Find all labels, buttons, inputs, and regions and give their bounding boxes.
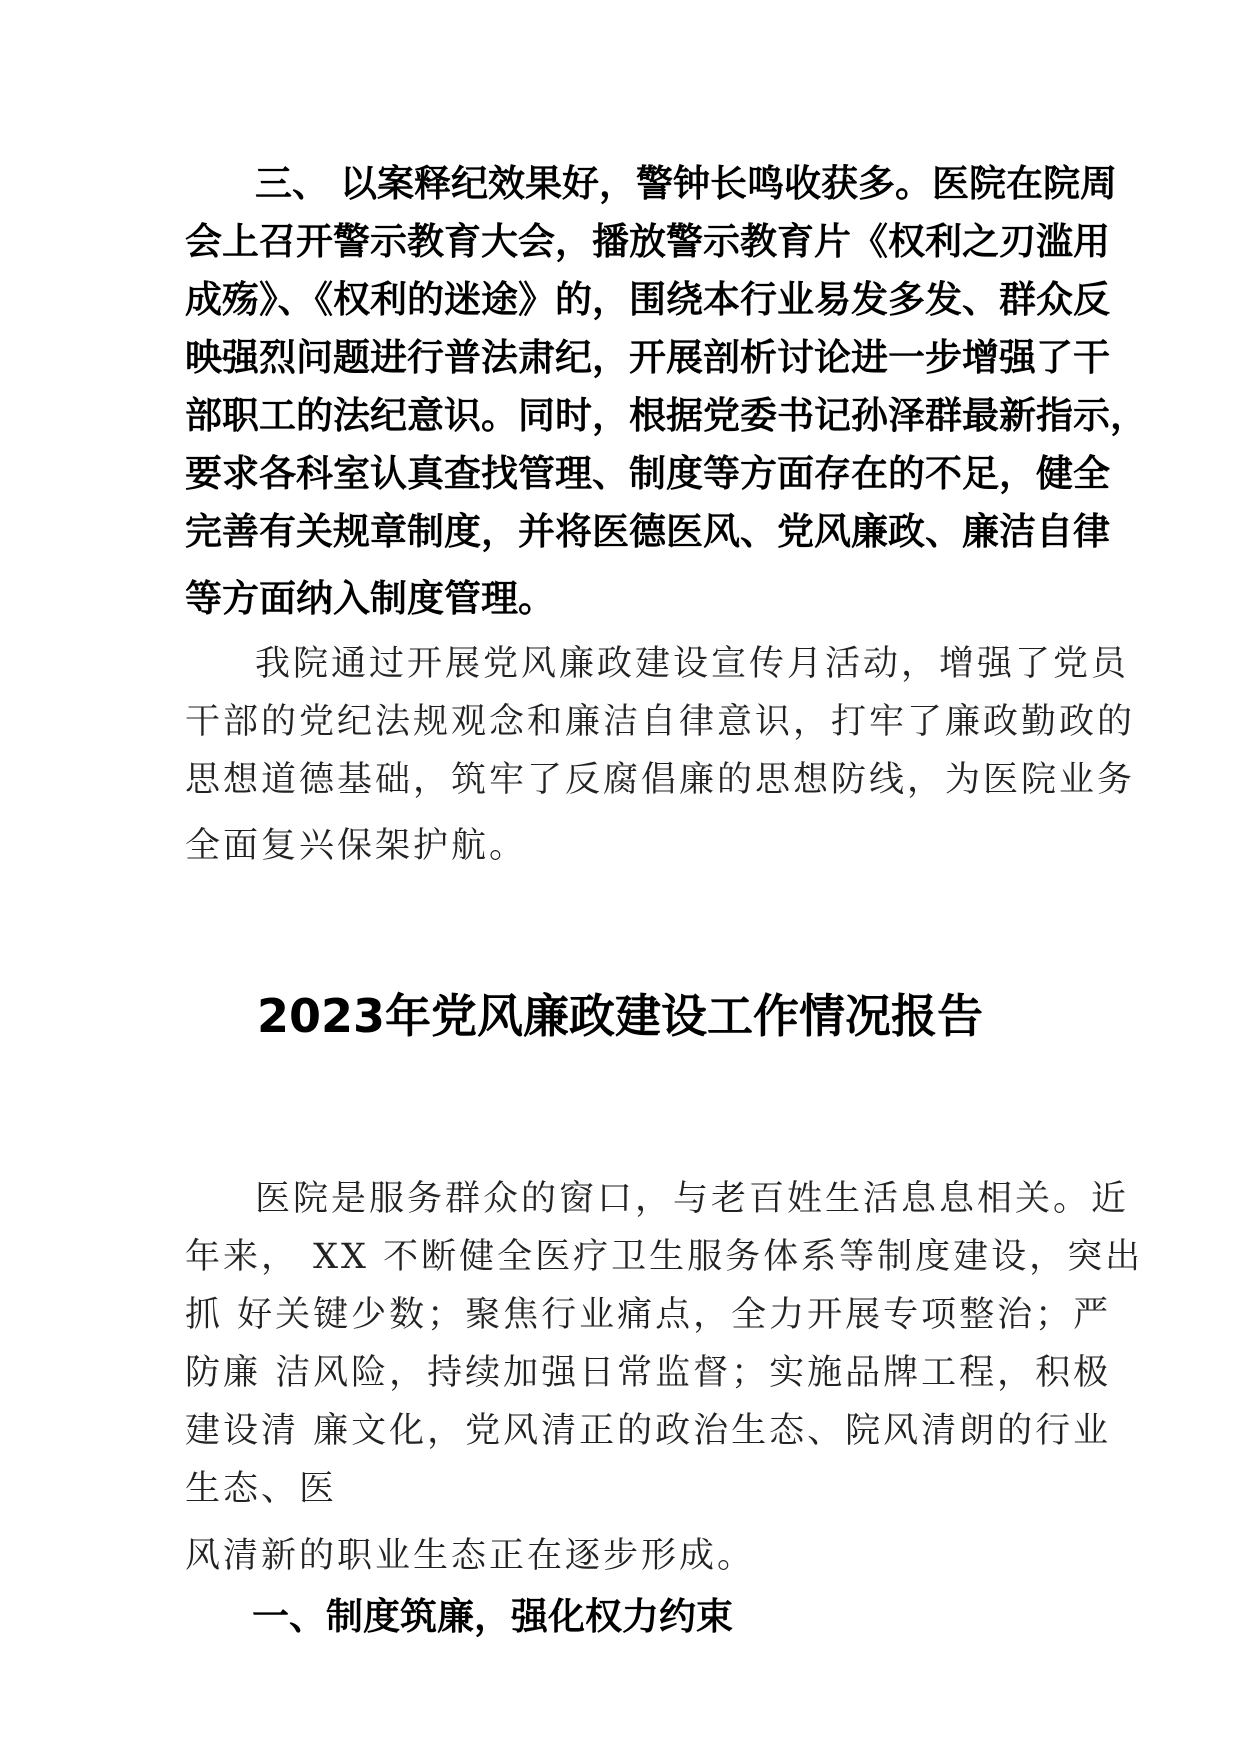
section-three-line-4: 映强烈问题进行普法肃纪，开展剖析讨论进一步增强了干 <box>185 336 1110 379</box>
section-three-line-3: 成殇》、《权利的迷途》的，围绕本行业易发多发、群众反 <box>185 278 1110 321</box>
report-intro-line-1: 医院是服务群众的窗口，与老百姓生活息息相关。近 <box>255 1179 1130 1219</box>
section-three-line-2: 会上召开警示教育大会，播放警示教育片《权利之刃滥用 <box>185 220 1110 263</box>
report-intro-line-2: 年来， XX 不断健全医疗卫生服务体系等制度建设，突出 <box>185 1237 1144 1277</box>
report-intro-line-4: 防廉 洁风险，持续加强日常监督；实施品牌工程，积极 <box>185 1353 1112 1393</box>
report-intro-line-6: 生态、医 <box>185 1469 338 1509</box>
report-intro-line-5: 建设清 廉文化，党风清正的政治生态、院风清朗的行业 <box>185 1411 1112 1451</box>
section-one-heading: 一、制度筑廉，强化权力约束 <box>252 1595 733 1638</box>
report-intro-line-3: 抓 好关键少数；聚焦行业痛点，全力开展专项整治；严 <box>185 1295 1112 1335</box>
section-three-line-1: 以案释纪效果好，警钟长鸣收获多。医院在院周 <box>340 162 1117 205</box>
report-title: 2023年党风廉政建设工作情况报告 <box>256 989 984 1043</box>
section-three-line-5: 部职工的法纪意识。同时，根据党委书记孙泽群最新指示， <box>185 394 1147 437</box>
section-three-line-7: 完善有关规章制度，并将医德医风、党风廉政、廉洁自律 <box>185 510 1110 553</box>
summary-line-3: 思想道德基础，筑牢了反腐倡廉的思想防线，为医院业务 <box>185 760 1136 800</box>
summary-line-1: 我院通过开展党风廉政建设宣传月活动，增强了党员 <box>255 644 1130 684</box>
summary-line-2: 干部的党纪法规观念和廉洁自律意识，打牢了廉政勤政的 <box>185 702 1136 742</box>
section-three-number: 三、 <box>255 162 329 205</box>
section-three-line-8: 等方面纳入制度管理。 <box>185 577 555 620</box>
report-intro-line-7: 风清新的职业生态正在逐步形成。 <box>185 1536 756 1576</box>
summary-line-4: 全面复兴保架护航。 <box>185 826 528 866</box>
section-three-line-6: 要求各科室认真查找管理、制度等方面存在的不足，健全 <box>185 452 1110 495</box>
